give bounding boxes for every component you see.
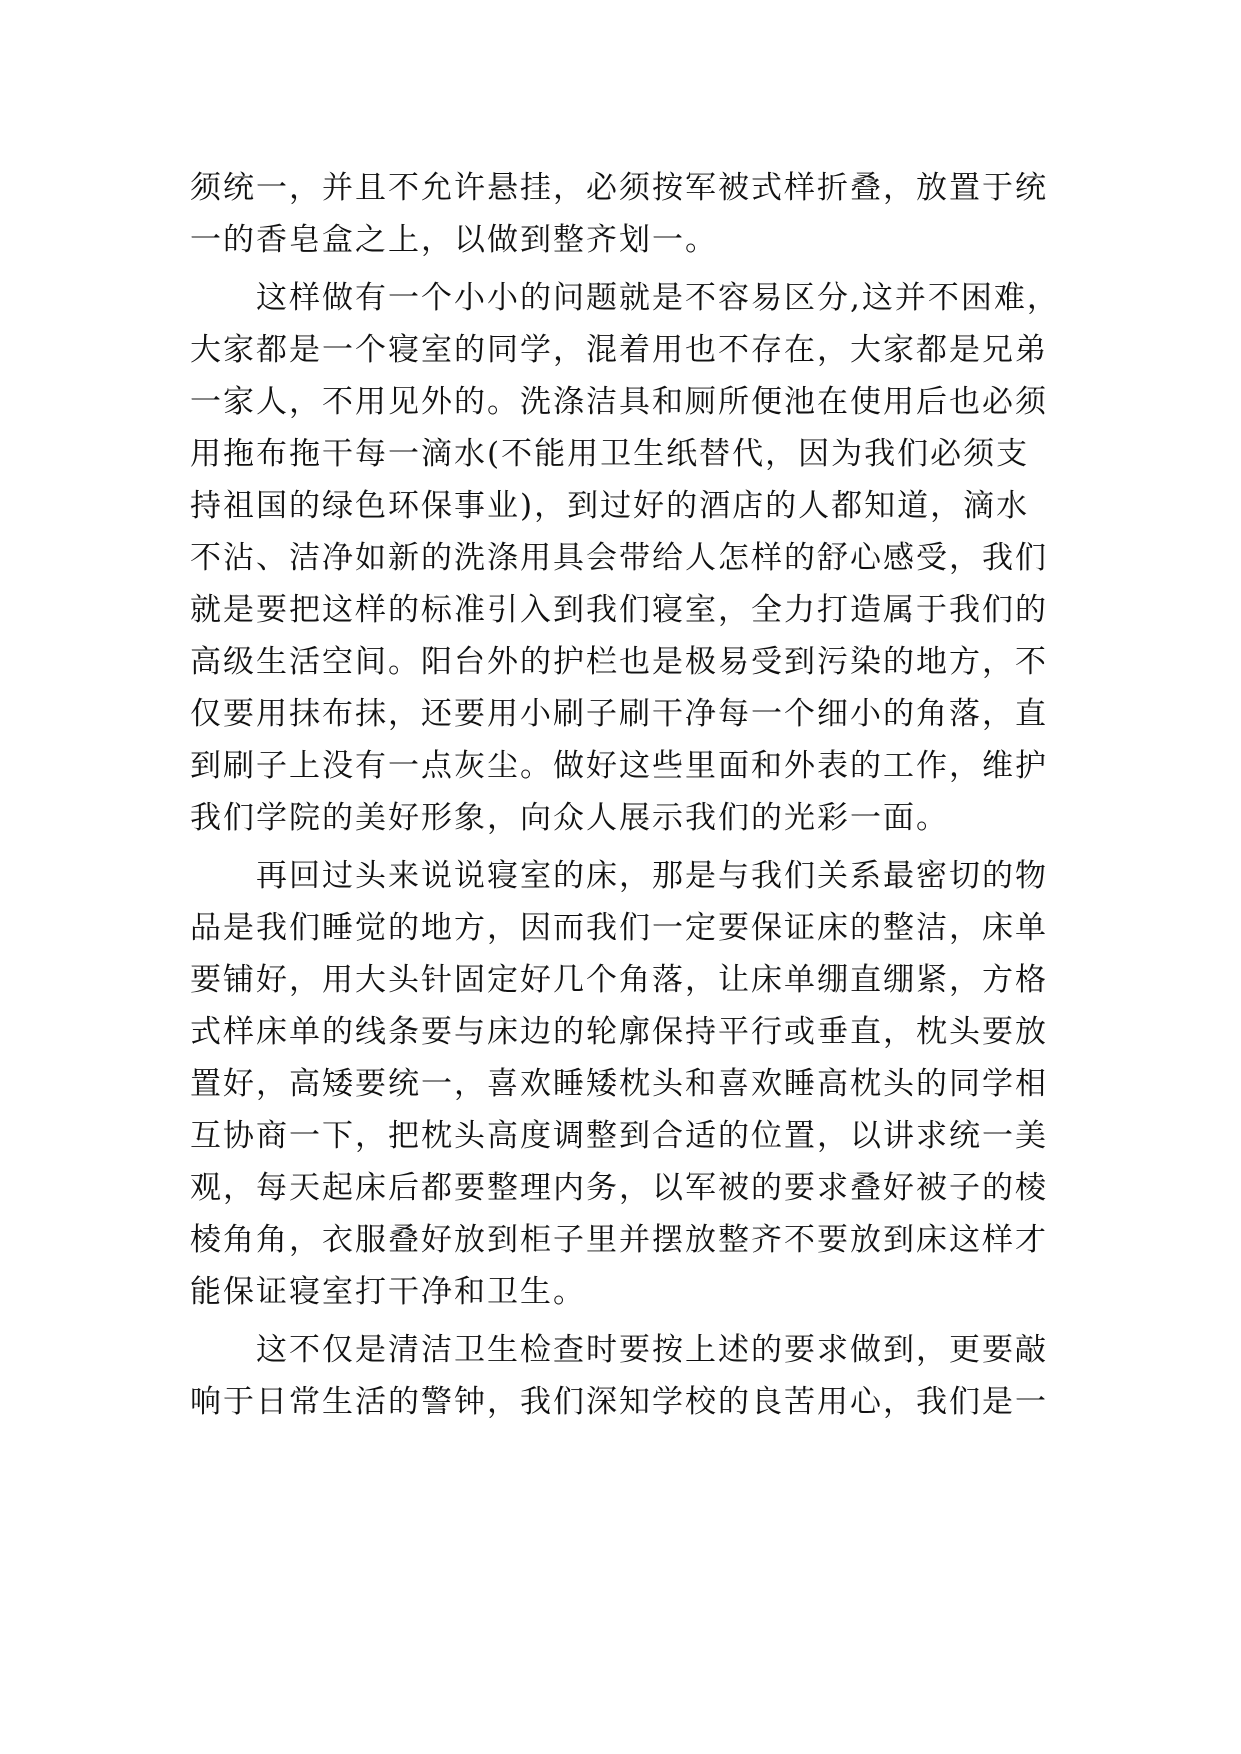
text-line: 棱角角，衣服叠好放到柜子里并摆放整齐不要放到床这样才 [190,1222,1048,1258]
text-line: 用拖布拖干每一滴水(不能用卫生纸替代，因为我们必须支 [190,436,1030,472]
text-line: 到刷子上没有一点灰尘。做好这些里面和外表的工作，维护 [190,748,1048,784]
text-line: 持祖国的绿色环保事业)，到过好的酒店的人都知道，滴水 [190,488,1030,524]
text-line: 响于日常生活的警钟，我们深知学校的良苦用心，我们是一 [190,1384,1048,1420]
text-line: 品是我们睡觉的地方，因而我们一定要保证床的整洁，床单 [190,910,1048,946]
paragraph-start-line: 这样做有一个小小的问题就是不容易区分,这并不困难， [256,280,1060,316]
text-line: 仅要用抹布抹，还要用小刷子刷干净每一个细小的角落，直 [190,696,1048,732]
text-line: 一的香皂盒之上，以做到整齐划一。 [190,222,718,258]
paragraph-start-line: 这不仅是清洁卫生检查时要按上述的要求做到，更要敲 [256,1332,1048,1368]
text-line: 互协商一下，把枕头高度调整到合适的位置，以讲求统一美 [190,1118,1048,1154]
text-line: 须统一，并且不允许悬挂，必须按军被式样折叠，放置于统 [190,170,1048,206]
text-line: 观，每天起床后都要整理内务，以军被的要求叠好被子的棱 [190,1170,1048,1206]
document-body [190,162,1060,1428]
text-line: 置好，高矮要统一，喜欢睡矮枕头和喜欢睡高枕头的同学相 [190,1066,1048,1102]
text-line: 能保证寝室打干净和卫生。 [190,1274,586,1310]
text-line: 大家都是一个寝室的同学，混着用也不存在，大家都是兄弟 [190,332,1048,368]
text-line: 高级生活空间。阳台外的护栏也是极易受到污染的地方，不 [190,644,1048,680]
paragraph-start-line: 再回过头来说说寝室的床，那是与我们关系最密切的物 [256,858,1048,894]
text-line: 就是要把这样的标准引入到我们寝室，全力打造属于我们的 [190,592,1048,628]
text-line: 一家人，不用见外的。洗涤洁具和厕所便池在使用后也必须 [190,384,1048,420]
text-line: 要铺好，用大头针固定好几个角落，让床单绷直绷紧，方格 [190,962,1048,998]
text-line: 不沾、洁净如新的洗涤用具会带给人怎样的舒心感受，我们 [190,540,1048,576]
text-line: 式样床单的线条要与床边的轮廓保持平行或垂直，枕头要放 [190,1014,1048,1050]
text-line: 我们学院的美好形象，向众人展示我们的光彩一面。 [190,800,949,836]
